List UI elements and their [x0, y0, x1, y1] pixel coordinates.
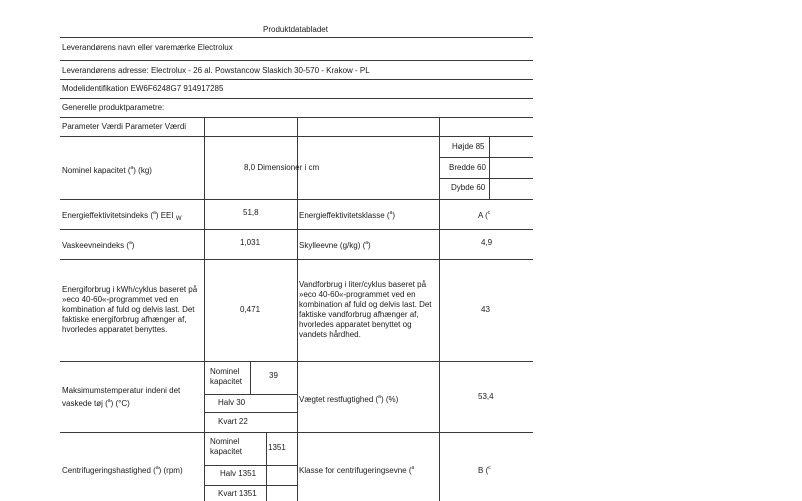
energy-consumption-label: Energiforbrug i kWh/cyklus baseret på »eco 40-60«-programmet ved en kombination af fuld og delvis last. Det faktiske energiforbrug afhænger af, hvorledes apparatet benyttes.: [62, 285, 198, 334]
residual-moisture-ref: a: [378, 394, 381, 400]
temp-nominal-label: Nominel kapacitet: [210, 367, 243, 386]
capacity-value: 8,0 Dimensioner i cm: [244, 163, 320, 172]
model-identification: Modelidentifikation EW6F6248G7 914917285: [62, 84, 224, 93]
eei-suffix: EEI: [160, 211, 174, 220]
spin-speed-ref: a: [155, 465, 159, 471]
water-consumption-label: Vandforbrug i liter/cyklus baseret på »eco 40-60«-programmet ved en kombination af fuld og delvis last. Det faktiske vandforbrug afhænger af, hvorledes apparatet benyttet og vandets hårdhed.: [299, 280, 432, 339]
rinse-ref: a: [365, 240, 369, 246]
general-params-heading: Generelle produktparametre:: [62, 103, 165, 112]
capacity-label-text: Nominel kapacitet: [62, 166, 126, 175]
table-rule: [266, 432, 267, 501]
max-temp-label: Maksimumstemperatur indeni det vaskede tøj ($^a$) (°C): [62, 386, 181, 408]
dim-height: Højde 85: [452, 142, 485, 151]
residual-moisture-value: 53,4: [478, 392, 494, 401]
wash-index-ref: a: [129, 240, 132, 246]
wash-index-label: Vaskeevneindeks ($^a$): [62, 240, 135, 250]
table-rule: [439, 157, 533, 158]
temp-quarter: Kvart 22: [218, 417, 248, 426]
spin-class-label: Klasse for centrifugeringsevne ($^a$: [299, 465, 415, 475]
table-rule: [204, 394, 297, 395]
param-header: Parameter Værdi Parameter Værdi: [62, 122, 187, 131]
table-rule: [204, 485, 297, 486]
eei-label: Energieffektivitetsindeks ($^a$) EEI $_W$: [62, 210, 182, 222]
capacity-label: Nominel kapacitet ($^a$) (kg): [62, 165, 152, 175]
dim-width: Bredde 60: [449, 163, 486, 172]
eei-subscript: W: [175, 216, 182, 222]
table-rule: [439, 117, 440, 501]
table-rule: [297, 117, 298, 501]
wash-index-label-text: Vaskeevneindeks: [62, 241, 125, 250]
table-rule: [204, 465, 297, 466]
energy-class-value-text: A: [478, 211, 483, 220]
spin-class-value-text: B: [478, 466, 484, 475]
eei-label-text: Energieffektivitetsindeks: [62, 211, 149, 220]
rule: [60, 60, 533, 61]
spin-half: Halv 1351: [220, 469, 257, 478]
dim-depth: Dybde 60: [451, 183, 486, 192]
supplier-name: Leverandørens navn eller varemærke Electrolux: [62, 43, 233, 52]
table-rule: [489, 136, 490, 199]
residual-moisture-label: Vægtet restfugtighed ($^a$) (%): [299, 394, 399, 404]
energy-class-value: A ($^c$: [478, 210, 491, 220]
rinse-value: 4,9: [481, 238, 493, 247]
eei-ref: a: [153, 210, 156, 216]
spin-class-label-text: Klasse for centrifugeringsevne: [299, 466, 407, 475]
page-title: Produktdatabladet: [263, 25, 328, 34]
water-consumption-value: 43: [481, 305, 490, 314]
residual-moisture-label-text: Vægtet restfugtighed: [299, 395, 374, 404]
rule: [60, 98, 533, 99]
spin-speed-label-text: Centrifugeringshastighed: [62, 466, 151, 475]
energy-class-value-ref: c: [487, 210, 491, 216]
capacity-unit: (kg): [138, 166, 152, 175]
spin-speed-unit: (rpm): [163, 466, 183, 475]
temp-half: Halv 30: [218, 398, 246, 407]
energy-consumption-value: 0,471: [240, 305, 261, 314]
spin-nominal-label: Nominel kapacitet: [210, 437, 243, 456]
table-rule: [439, 178, 533, 179]
max-temp-label-text: Maksimumstemperatur indeni det vaskede tøj: [62, 386, 181, 408]
max-temp-unit: (°C): [115, 399, 130, 408]
spin-class-value-ref: c: [488, 465, 491, 471]
spin-quarter: Kvart 1351: [218, 489, 257, 498]
rinse-label: Skylleevne (g/kg) ($^a$): [299, 240, 371, 250]
table-rule: [250, 361, 251, 394]
table-rule: [204, 412, 297, 413]
supplier-address: Leverandørens adresse: Electrolux - 26 al. Powstancow Slaskich 30-570 - Krakow - PL: [62, 66, 370, 75]
energy-class-ref: a: [389, 210, 393, 216]
spin-nominal-value: 1351: [268, 443, 286, 452]
energy-class-label-text: Energieffektivitetsklasse: [299, 211, 385, 220]
wash-index-value: 1,031: [240, 238, 261, 247]
capacity-ref: a: [130, 165, 134, 171]
energy-class-label: Energieffektivitetsklasse ($^a$): [299, 210, 396, 220]
rinse-label-text: Skylleevne (g/kg): [299, 241, 361, 250]
temp-nominal-value: 39: [269, 371, 278, 380]
rule: [60, 79, 533, 80]
spin-class-value: B ($^c$: [478, 465, 491, 475]
eei-value: 51,8: [243, 208, 259, 217]
table-rule: [204, 117, 205, 501]
residual-moisture-unit: (%): [385, 395, 399, 404]
max-temp-ref: a: [107, 398, 111, 404]
spin-speed-label: Centrifugeringshastighed ($^a$) (rpm): [62, 465, 183, 475]
rule: [60, 37, 533, 38]
spin-class-ref: a: [411, 465, 415, 471]
